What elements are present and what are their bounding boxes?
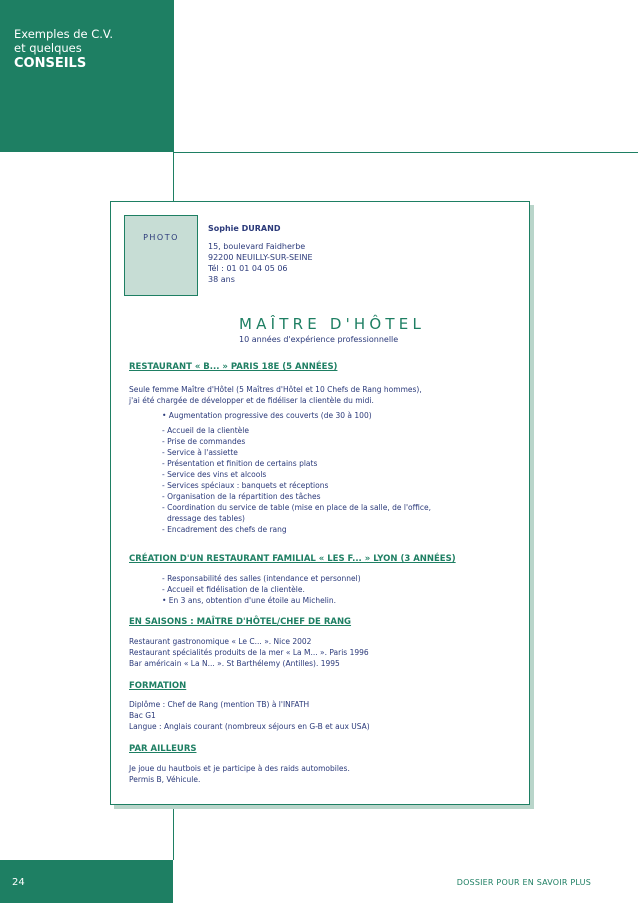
intro-line-2: j'ai été chargée de développer et de fidéliser la clientèle du midi. bbox=[129, 396, 374, 405]
par-ailleurs-list bbox=[129, 763, 350, 785]
list-item: dressage des tables) bbox=[167, 514, 245, 523]
list-item: - Service à l'assiette bbox=[162, 448, 238, 457]
address-line-1: 15, boulevard Faidherbe bbox=[208, 242, 306, 251]
list-item: Bac G1 bbox=[129, 711, 156, 720]
phone: Tél : 01 01 04 05 06 bbox=[208, 264, 288, 273]
contact-block bbox=[208, 223, 313, 285]
section-header-box bbox=[0, 0, 173, 152]
page-number: 24 bbox=[12, 877, 25, 888]
list-item: Bar américain « La N... ». St Barthélemy (Antilles). 1995 bbox=[129, 659, 340, 668]
address-line-2: 92200 NEUILLY-SUR-SEINE bbox=[208, 253, 313, 262]
header-line-1: Exemples de C.V. bbox=[14, 27, 113, 41]
candidate-name: Sophie DURAND bbox=[208, 224, 281, 233]
photo-placeholder bbox=[124, 215, 198, 296]
section-par-ailleurs: PAR AILLEURS bbox=[129, 744, 197, 754]
job-title: MAÎTRE D'HÔTEL bbox=[239, 315, 426, 333]
section-restaurant-b-intro bbox=[129, 384, 422, 406]
list-item: - Accueil de la clientèle bbox=[162, 426, 249, 435]
list-item: • En 3 ans, obtention d'une étoile au Michelin. bbox=[162, 596, 336, 605]
list-item: Restaurant spécialités produits de la mer « La M... ». Paris 1996 bbox=[129, 648, 369, 657]
photo-label: PHOTO bbox=[143, 233, 179, 242]
header-line-2: et quelques bbox=[14, 41, 82, 55]
list-item: - Services spéciaux : banquets et réceptions bbox=[162, 481, 329, 490]
list-item: - Service des vins et alcools bbox=[162, 470, 267, 479]
task-list bbox=[162, 425, 431, 535]
section-creation-restaurant: CRÉATION D'UN RESTAURANT FAMILIAL « LES F... » LYON (3 ANNÉES) bbox=[129, 554, 456, 564]
intro-line-1: Seule femme Maître d'Hôtel (5 Maîtres d'Hôtel et 10 Chefs de Rang hommes), bbox=[129, 385, 422, 394]
list-item: - Accueil et fidélisation de la clientèle. bbox=[162, 585, 305, 594]
list-item: - Prise de commandes bbox=[162, 437, 246, 446]
list-item: - Organisation de la répartition des tâches bbox=[162, 492, 321, 501]
list-item: Langue : Anglais courant (nombreux séjours en G-B et aux USA) bbox=[129, 722, 370, 731]
list-item: - Encadrement des chefs de rang bbox=[162, 525, 287, 534]
list-item: Je joue du hautbois et je participe à des raids automobiles. bbox=[129, 764, 350, 773]
horizontal-rule bbox=[173, 152, 638, 153]
header-line-3: CONSEILS bbox=[14, 56, 87, 71]
formation-list bbox=[129, 699, 370, 732]
job-subtitle: 10 années d'expérience professionnelle bbox=[239, 335, 399, 344]
saisons-list bbox=[129, 636, 369, 669]
section-saisons: EN SAISONS : MAÎTRE D'HÔTEL/CHEF DE RANG bbox=[129, 617, 352, 627]
publication-title: DOSSIER POUR EN SAVOIR PLUS bbox=[456, 878, 591, 887]
page-number-box bbox=[0, 860, 173, 903]
list-item: - Présentation et finition de certains plats bbox=[162, 459, 318, 468]
list-item: Restaurant gastronomique « Le C... ». Nice 2002 bbox=[129, 637, 312, 646]
creation-list bbox=[162, 573, 361, 606]
list-item: Diplôme : Chef de Rang (mention TB) à l'INFATH bbox=[129, 700, 310, 709]
highlight-bullet: • Augmentation progressive des couverts (de 30 à 100) bbox=[162, 411, 372, 420]
age: 38 ans bbox=[208, 275, 235, 284]
section-restaurant-b: RESTAURANT « B... » PARIS 18E (5 ANNÉES) bbox=[129, 362, 338, 372]
list-item: - Responsabilité des salles (intendance et personnel) bbox=[162, 574, 361, 583]
page-footer bbox=[0, 860, 638, 903]
list-item: - Coordination du service de table (mise en place de la salle, de l'office, bbox=[162, 503, 431, 512]
cv-card bbox=[110, 201, 530, 805]
list-item: Permis B, Véhicule. bbox=[129, 775, 201, 784]
section-formation: FORMATION bbox=[129, 681, 187, 691]
